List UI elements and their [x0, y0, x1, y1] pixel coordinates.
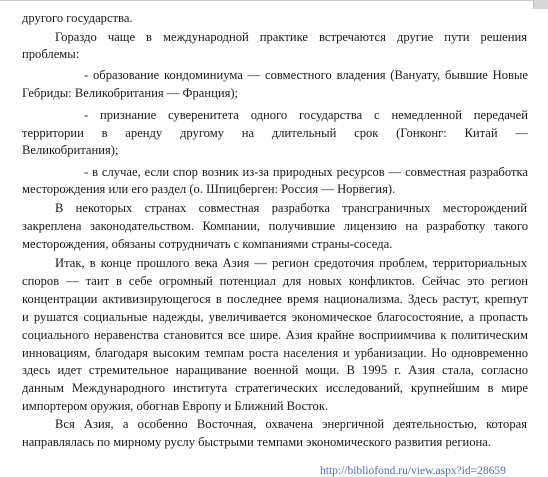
text-line: Вся Азия, а особенно Восточная, охвачена энергичной деятельностью, которая [55, 417, 527, 431]
text-line: здесь идет стремительное наращивание военной мощи. В 1995 г. Азия стала, согласно [22, 363, 528, 377]
text-line: проблемы: [22, 47, 80, 61]
text-line: Великобритания); [22, 143, 119, 157]
text-line: Гебриды: Великобритания — Франция); [22, 86, 239, 100]
text-line: В некоторых странах совместная разработка трансграничных месторождений [55, 201, 527, 215]
text-line: импортером оружия, обогнав Европу и Ближний Восток. [22, 399, 329, 413]
text-line: месторождения, обязаны сотрудничать с компаниями страны-соседа. [22, 237, 393, 251]
source-link[interactable]: http://bibliofond.ru/view.aspx?id=28659 [320, 465, 506, 477]
text-line: другого государства. [22, 11, 133, 25]
text-line: территории в аренду другому на длительный срок (Гонконг: Китай — [22, 126, 528, 140]
list-item: - признание суверенитета одного государства с немедленной передачей [84, 108, 528, 122]
text-line: инновациям, благодаря высоким темпам роста населения и урбанизации. Но одновременно [22, 346, 528, 360]
text-line: Гораздо чаще в международной практике встречаются другие пути решения [55, 30, 527, 44]
text-line: Итак, в конце прошлого века Азия — регион средоточия проблем, территориальных [55, 256, 527, 270]
text-line: направлялась по мирному руслу быстрыми темпами экономического развития региона. [22, 435, 492, 449]
scrollbar-corner[interactable] [533, 0, 548, 9]
top-border [0, 0, 548, 1]
text-line: социального неравенства становится все шире. Азия крайне восприимчива к политическим [22, 328, 528, 342]
text-line: и рушатся социальные надежды, увеличивается экономическое благосостояние, а пропасть [22, 310, 528, 324]
list-item: - образование кондоминиума — совместного владения (Вануату, бывшие Новые [84, 68, 528, 82]
text-line: данным Международного института стратегических исследований, крупнейшим в мире [22, 381, 528, 395]
text-line: месторождения или его раздел (о. Шпицберген: Россия — Норвегия). [22, 182, 396, 196]
text-line: споров — таит в себе огромный потенциал для новых конфликтов. Сейчас это регион [22, 274, 528, 288]
text-line: закреплена законодательством. Компании, получившие лицензию на разработку такого [22, 219, 528, 233]
list-item: - в случае, если спор возник из-за природных ресурсов — совместная разработка [84, 165, 528, 179]
text-line: концентрации активизирующегося в последнее время национализма. Здесь растут, крепнут [22, 292, 528, 306]
